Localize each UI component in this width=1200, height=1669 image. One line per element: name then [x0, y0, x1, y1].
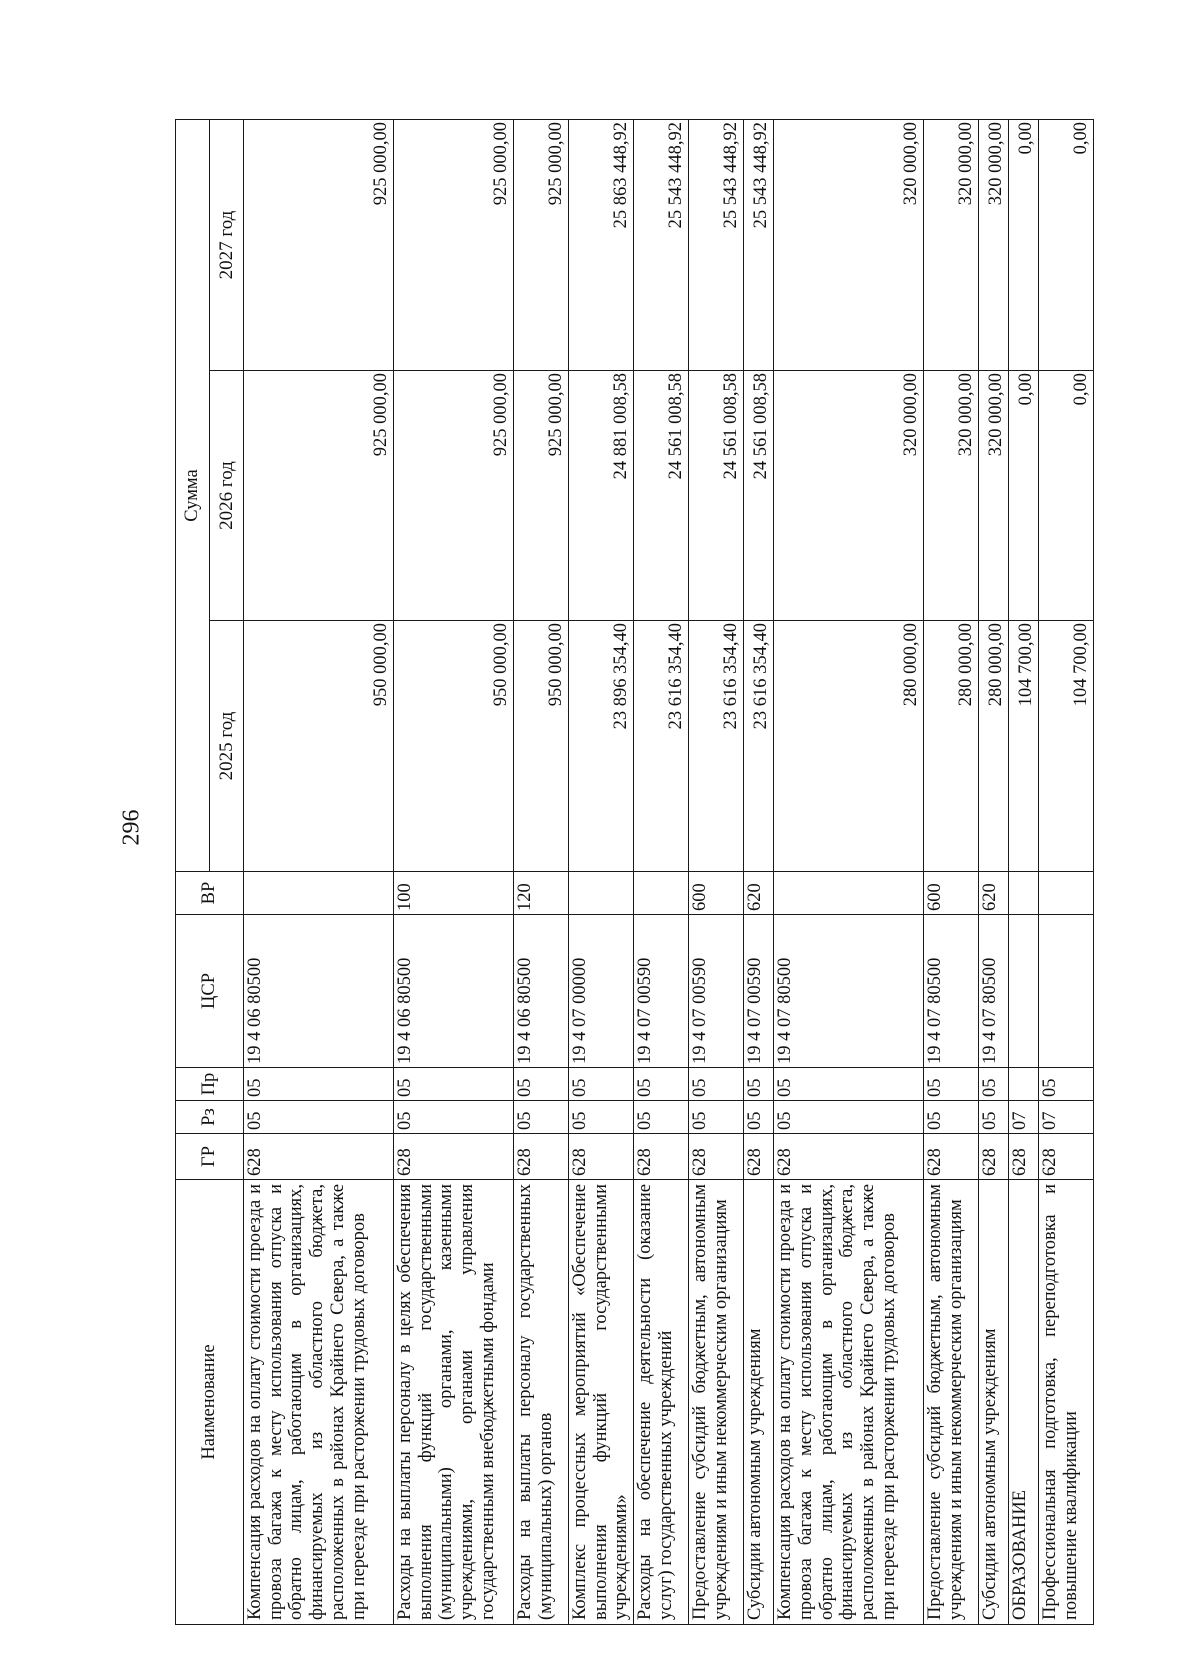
- pr-cell: 05: [394, 1068, 514, 1101]
- vr-cell: [1009, 872, 1039, 915]
- amount-2026-cell: 0,00: [1039, 371, 1094, 621]
- budget-table-container: [175, 120, 1115, 1625]
- gr-cell: 628: [689, 1134, 744, 1180]
- header-year-2026: 2026 год: [210, 371, 244, 621]
- amount-2026-cell: 24 561 008,58: [744, 371, 774, 621]
- gr-cell: 628: [244, 1134, 394, 1180]
- name-cell: Расходы на обеспечение деятельности (оказание услуг) государственных учреждений: [634, 1180, 689, 1625]
- pr-cell: 05: [774, 1068, 924, 1101]
- name-cell: Предоставление субсидий бюджетным, автономным учреждениям и иным некоммерческим организациям: [689, 1180, 744, 1625]
- pr-cell: 05: [569, 1068, 634, 1101]
- gr-cell: 628: [774, 1134, 924, 1180]
- amount-2027-cell: 25 543 448,92: [689, 119, 744, 370]
- gr-cell: 628: [514, 1134, 569, 1180]
- header-name: Наименование: [176, 1180, 244, 1625]
- amount-2027-cell: 320 000,00: [979, 119, 1009, 370]
- name-cell: Компенсация расходов на оплату стоимости проезда и провоза багажа к месту использования отпуска и обратно лицам, работающим в организациях, финансируемых из областного бюджета, расположенных в районах Крайнего Севера, а также при переезде при расторжении трудовых договоров: [774, 1180, 924, 1625]
- rz-cell: 05: [979, 1101, 1009, 1134]
- table-row: [394, 119, 514, 1624]
- table-row: [634, 119, 689, 1624]
- table-row: [744, 119, 774, 1624]
- rz-cell: 05: [774, 1101, 924, 1134]
- amount-2026-cell: 925 000,00: [514, 371, 569, 621]
- pr-cell: 05: [924, 1068, 979, 1101]
- header-pr: Пр: [176, 1068, 244, 1101]
- name-cell: Субсидии автономным учреждениям: [979, 1180, 1009, 1625]
- vr-cell: [244, 872, 394, 915]
- name-cell: Субсидии автономным учреждениям: [744, 1180, 774, 1625]
- amount-2025-cell: 950 000,00: [244, 621, 394, 872]
- name-cell: ОБРАЗОВАНИЕ: [1009, 1180, 1039, 1625]
- amount-2027-cell: 25 543 448,92: [634, 119, 689, 370]
- pr-cell: 05: [1039, 1068, 1094, 1101]
- header-vr: ВР: [176, 872, 244, 915]
- amount-2027-cell: 25 543 448,92: [744, 119, 774, 370]
- csr-cell: 19 4 06 80500: [514, 915, 569, 1068]
- csr-cell: 19 4 07 80500: [979, 915, 1009, 1068]
- amount-2027-cell: 925 000,00: [394, 119, 514, 370]
- header-gr: ГР: [176, 1134, 244, 1180]
- name-cell: Предоставление субсидий бюджетным, автономным учреждениям и иным некоммерческим организациям: [924, 1180, 979, 1625]
- header-year-2025: 2025 год: [210, 621, 244, 872]
- csr-cell: [1039, 915, 1094, 1068]
- amount-2025-cell: 23 616 354,40: [744, 621, 774, 872]
- name-cell: Профессиональная подготовка, переподготовка и повышение квалификации: [1039, 1180, 1094, 1625]
- amount-2026-cell: 24 561 008,58: [689, 371, 744, 621]
- amount-2025-cell: 950 000,00: [394, 621, 514, 872]
- amount-2026-cell: 24 561 008,58: [634, 371, 689, 621]
- amount-2027-cell: 0,00: [1039, 119, 1094, 370]
- vr-cell: [1039, 872, 1094, 915]
- amount-2026-cell: 320 000,00: [774, 371, 924, 621]
- amount-2027-cell: 320 000,00: [774, 119, 924, 370]
- header-year-2027: 2027 год: [210, 119, 244, 370]
- vr-cell: [569, 872, 634, 915]
- pr-cell: 05: [689, 1068, 744, 1101]
- gr-cell: 628: [744, 1134, 774, 1180]
- table-row: [924, 119, 979, 1624]
- amount-2025-cell: 280 000,00: [924, 621, 979, 872]
- amount-2027-cell: 925 000,00: [244, 119, 394, 370]
- pr-cell: 05: [634, 1068, 689, 1101]
- vr-cell: 120: [514, 872, 569, 915]
- csr-cell: 19 4 07 80500: [924, 915, 979, 1068]
- csr-cell: 19 4 06 80500: [394, 915, 514, 1068]
- header-sum: Сумма: [176, 119, 210, 871]
- vr-cell: 620: [744, 872, 774, 915]
- amount-2026-cell: 0,00: [1009, 371, 1039, 621]
- amount-2026-cell: 320 000,00: [979, 371, 1009, 621]
- csr-cell: 19 4 07 00590: [634, 915, 689, 1068]
- gr-cell: 628: [979, 1134, 1009, 1180]
- gr-cell: 628: [1009, 1134, 1039, 1180]
- rz-cell: 05: [634, 1101, 689, 1134]
- csr-cell: 19 4 07 00590: [689, 915, 744, 1068]
- gr-cell: 628: [394, 1134, 514, 1180]
- csr-cell: [1009, 915, 1039, 1068]
- rz-cell: 05: [689, 1101, 744, 1134]
- gr-cell: 628: [924, 1134, 979, 1180]
- table-row: [774, 119, 924, 1624]
- amount-2025-cell: 104 700,00: [1039, 621, 1094, 872]
- table-row: [514, 119, 569, 1624]
- csr-cell: 19 4 07 80500: [774, 915, 924, 1068]
- table-row: [1039, 119, 1094, 1624]
- vr-cell: 600: [924, 872, 979, 915]
- amount-2027-cell: 925 000,00: [514, 119, 569, 370]
- name-cell: Расходы на выплаты персоналу государственных (муниципальных) органов: [514, 1180, 569, 1625]
- csr-cell: 19 4 07 00590: [744, 915, 774, 1068]
- rz-cell: 05: [924, 1101, 979, 1134]
- table-row: [1009, 119, 1039, 1624]
- name-cell: Комплекс процессных мероприятий «Обеспечение выполнения функций государственными учреждениями»: [569, 1180, 634, 1625]
- gr-cell: 628: [1039, 1134, 1094, 1180]
- vr-cell: [634, 872, 689, 915]
- table-row: [689, 119, 744, 1624]
- rz-cell: 05: [244, 1101, 394, 1134]
- amount-2027-cell: 0,00: [1009, 119, 1039, 370]
- gr-cell: 628: [569, 1134, 634, 1180]
- amount-2026-cell: 925 000,00: [394, 371, 514, 621]
- amount-2025-cell: 23 616 354,40: [689, 621, 744, 872]
- amount-2026-cell: 925 000,00: [244, 371, 394, 621]
- table-row: [244, 119, 394, 1624]
- amount-2025-cell: 104 700,00: [1009, 621, 1039, 872]
- amount-2025-cell: 23 896 354,40: [569, 621, 634, 872]
- pr-cell: 05: [979, 1068, 1009, 1101]
- amount-2025-cell: 280 000,00: [774, 621, 924, 872]
- amount-2027-cell: 25 863 448,92: [569, 119, 634, 370]
- csr-cell: 19 4 07 00000: [569, 915, 634, 1068]
- rz-cell: 05: [394, 1101, 514, 1134]
- csr-cell: 19 4 06 80500: [244, 915, 394, 1068]
- rz-cell: 05: [569, 1101, 634, 1134]
- rz-cell: 07: [1039, 1101, 1094, 1134]
- pr-cell: [1009, 1068, 1039, 1101]
- pr-cell: 05: [244, 1068, 394, 1101]
- amount-2026-cell: 320 000,00: [924, 371, 979, 621]
- gr-cell: 628: [634, 1134, 689, 1180]
- rz-cell: 07: [1009, 1101, 1039, 1134]
- table-row: [979, 119, 1009, 1624]
- rz-cell: 05: [514, 1101, 569, 1134]
- vr-cell: 100: [394, 872, 514, 915]
- vr-cell: 600: [689, 872, 744, 915]
- vr-cell: 620: [979, 872, 1009, 915]
- table-row: [569, 119, 634, 1624]
- name-cell: Расходы на выплаты персоналу в целях обеспечения выполнения функций государственными (муниципальными) органами, казенными учреждениями, органами управления государственными внебюджетными фондами: [394, 1180, 514, 1625]
- pr-cell: 05: [744, 1068, 774, 1101]
- vr-cell: [774, 872, 924, 915]
- amount-2025-cell: 23 616 354,40: [634, 621, 689, 872]
- amount-2025-cell: 280 000,00: [979, 621, 1009, 872]
- amount-2025-cell: 950 000,00: [514, 621, 569, 872]
- header-csr: ЦСР: [176, 915, 244, 1068]
- budget-table: [175, 119, 1094, 1625]
- header-rz: Рз: [176, 1101, 244, 1134]
- page-number: 296: [118, 809, 145, 846]
- rz-cell: 05: [744, 1101, 774, 1134]
- pr-cell: 05: [514, 1068, 569, 1101]
- name-cell: Компенсация расходов на оплату стоимости проезда и провоза багажа к месту использования отпуска и обратно лицам, работающим в организациях, финансируемых из областного бюджета, расположенных в районах Крайнего Севера, а также при переезде при расторжении трудовых договоров: [244, 1180, 394, 1625]
- amount-2027-cell: 320 000,00: [924, 119, 979, 370]
- amount-2026-cell: 24 881 008,58: [569, 371, 634, 621]
